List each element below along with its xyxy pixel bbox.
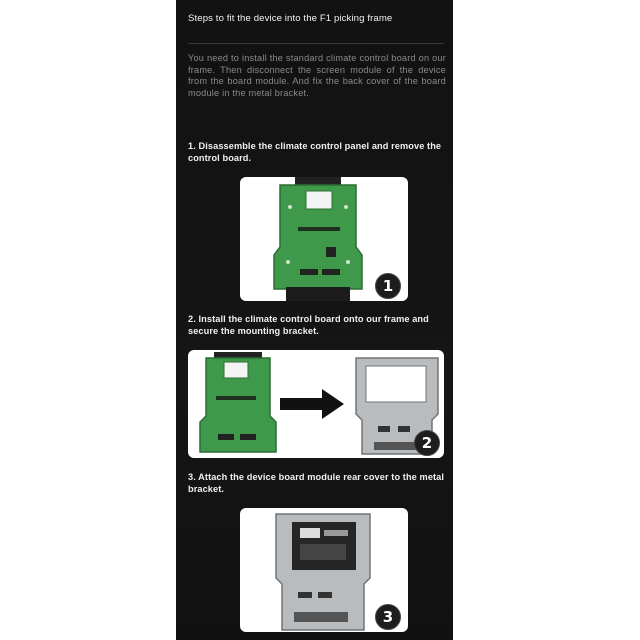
step-1-image: [240, 177, 408, 301]
step-3-label: 3. Attach the device board module rear cover to the metal bracket.: [188, 472, 445, 494]
intro-paragraph: You need to install the standard climate control board on our frame. Then disconnect the screen module of the device from the board module. And fix the back cover of the board module in the metal bracket.: [188, 53, 446, 98]
step-3-badge: 3: [375, 604, 401, 630]
step-2-image: [188, 350, 444, 458]
title-divider: [188, 43, 444, 44]
step-2-badge: 2: [414, 430, 440, 456]
step-2-label: 2. Install the climate control board onto our frame and secure the mounting bracket.: [188, 314, 429, 336]
step-3-image: [240, 508, 408, 632]
step-1-label: 1. Disassemble the climate control panel and remove the control board.: [188, 141, 442, 163]
step-1-badge: 1: [375, 273, 401, 299]
page-title: Steps to fit the device into the F1 picking frame: [188, 13, 393, 24]
board-arrow-to-frame-icon: [188, 350, 444, 458]
instructions-panel: [176, 0, 453, 640]
